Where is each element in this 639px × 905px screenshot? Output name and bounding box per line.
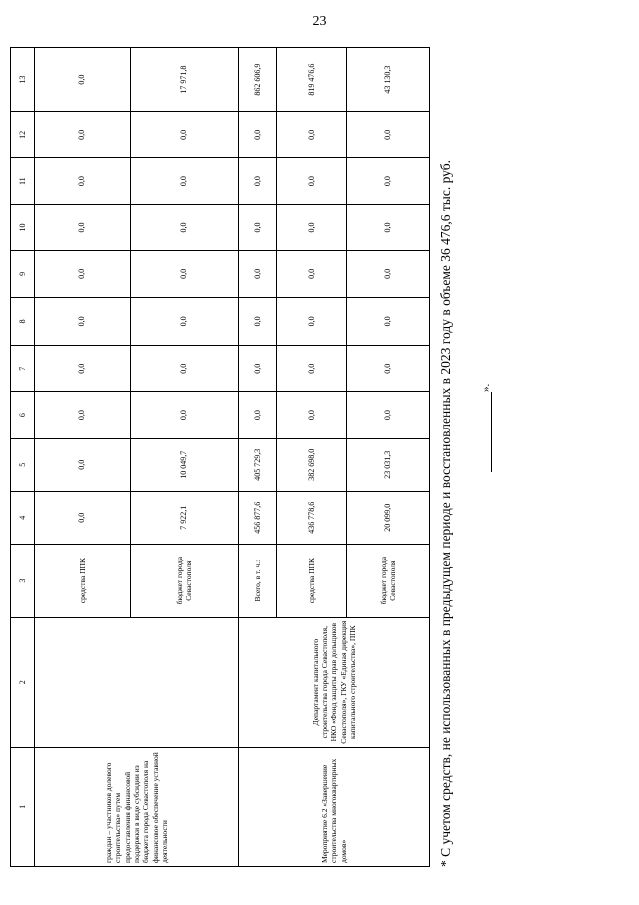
table-row (238, 48, 276, 867)
col-number: 6 (11, 392, 35, 438)
value-cell: 0,0 (35, 297, 131, 346)
value-cell: 0,0 (347, 204, 430, 250)
col-number: 9 (11, 251, 35, 297)
col-number: 13 (11, 48, 35, 112)
value-cell: 0,0 (35, 491, 131, 544)
value-cell: 0,0 (238, 346, 276, 392)
col-number: 11 (11, 158, 35, 204)
funding-source: бюджет города Севастополя (130, 544, 238, 617)
col-number: 4 (11, 491, 35, 544)
value-cell: 0,0 (35, 251, 131, 297)
responsible-executor (35, 617, 239, 747)
value-cell: 0,0 (277, 158, 347, 204)
value-cell: 0,0 (347, 346, 430, 392)
value-cell: 23 031,3 (347, 438, 430, 491)
value-cell: 0,0 (238, 158, 276, 204)
col-number: 12 (11, 112, 35, 158)
value-cell: 20 099,0 (347, 491, 430, 544)
funding-source: средства ППК (35, 544, 131, 617)
value-cell: 0,0 (130, 112, 238, 158)
value-cell: 0,0 (238, 297, 276, 346)
value-cell: 0,0 (277, 392, 347, 438)
signature-line (491, 392, 492, 472)
value-cell: 0,0 (130, 158, 238, 204)
value-cell: 0,0 (347, 112, 430, 158)
value-cell: 0,0 (277, 297, 347, 346)
value-cell: 0,0 (238, 204, 276, 250)
value-cell: 0,0 (238, 112, 276, 158)
closing-quote: ». (480, 383, 492, 392)
value-cell: 0,0 (130, 346, 238, 392)
measure-description: Мероприятие 6.2 «Завершение строительства многоквартирных домов» (238, 747, 429, 866)
value-cell: 436 778,6 (277, 491, 347, 544)
col-number: 7 (11, 346, 35, 392)
col-number: 2 (11, 617, 35, 747)
value-cell: 405 729,3 (238, 438, 276, 491)
value-cell: 0,0 (238, 392, 276, 438)
value-cell: 0,0 (35, 112, 131, 158)
value-cell: 0,0 (277, 204, 347, 250)
value-cell: 0,0 (35, 346, 131, 392)
value-cell: 0,0 (130, 251, 238, 297)
value-cell: 0,0 (35, 158, 131, 204)
value-cell: 456 877,6 (238, 491, 276, 544)
value-cell: 0,0 (130, 392, 238, 438)
value-cell: 0,0 (130, 297, 238, 346)
col-number: 10 (11, 204, 35, 250)
value-cell: 0,0 (35, 438, 131, 491)
value-cell: 382 698,0 (277, 438, 347, 491)
value-cell: 0,0 (347, 251, 430, 297)
value-cell: 10 049,7 (130, 438, 238, 491)
col-number: 1 (11, 747, 35, 866)
responsible-executor: Департамент капитального строительства города Севастополя, НКО «Фонд защиты прав дольщиков Севастополя», ГКУ «Единая дирекция капитального строительства», ППК (238, 617, 429, 747)
col-number: 3 (11, 544, 35, 617)
value-cell: 0,0 (347, 297, 430, 346)
value-cell: 17 971,8 (130, 48, 238, 112)
measure-description: граждан – участников долевого строительства» путем предоставления финансовой поддержки в виде субсидии из бюджета города Севастополя на финансовое обеспечение уставной деятельности (35, 747, 239, 866)
value-cell: 0,0 (277, 251, 347, 297)
value-cell: 7 922,1 (130, 491, 238, 544)
funding-source: Всего, в т. ч.: (238, 544, 276, 617)
value-cell: 0,0 (238, 251, 276, 297)
value-cell: 819 476,6 (277, 48, 347, 112)
value-cell: 0,0 (35, 392, 131, 438)
table-row (35, 48, 131, 867)
value-cell: 0,0 (277, 346, 347, 392)
funding-source: бюджет города Севастополя (347, 544, 430, 617)
value-cell: 0,0 (347, 392, 430, 438)
value-cell: 0,0 (35, 204, 131, 250)
value-cell: 43 130,3 (347, 48, 430, 112)
col-number: 8 (11, 297, 35, 346)
value-cell: 0,0 (347, 158, 430, 204)
value-cell: 0,0 (35, 48, 131, 112)
column-number-row (11, 48, 35, 867)
value-cell: 0,0 (277, 112, 347, 158)
rotated-table-region (10, 47, 530, 867)
value-cell: 862 606,9 (238, 48, 276, 112)
page-number: 23 (312, 14, 327, 29)
budget-table (10, 47, 430, 867)
value-cell: 0,0 (130, 204, 238, 250)
end-mark (480, 372, 492, 472)
funding-source: средства ППК (277, 544, 347, 617)
footnote: * С учетом средств, не использованных в предыдущем периоде и восстановленных в 2023 году в объеме 36 476,6 тыс. руб. (438, 159, 453, 867)
col-number: 5 (11, 438, 35, 491)
